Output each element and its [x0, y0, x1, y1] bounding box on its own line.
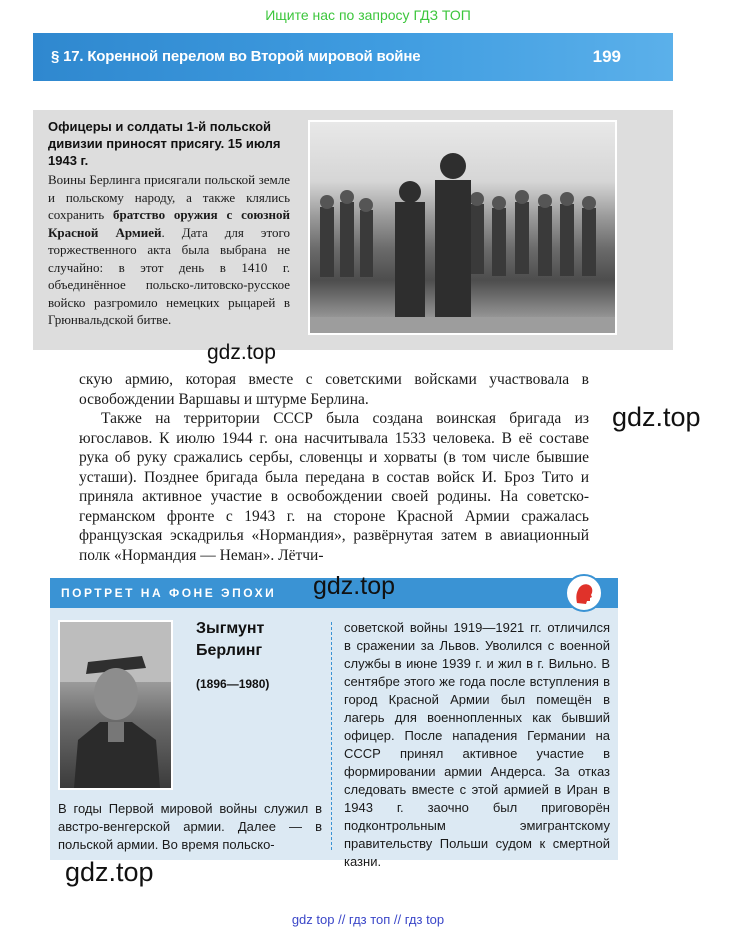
portrait-badge: [565, 574, 603, 612]
oath-photo-figures: [310, 122, 615, 333]
portrait-years: (1896—1980): [196, 677, 270, 691]
page-header: [33, 33, 673, 81]
portrait-head-icon: [567, 576, 601, 610]
oath-photo: [308, 120, 617, 335]
berling-portrait-photo: [58, 620, 173, 790]
portrait-bio-right: советской войны 1919—1921 гг. отличился в сражении за Львов. Уволился с военной службы в июне 1939 г. и жил в г. Вильно. В сентябре этого же года после вступления в город Красной Армии был помещён в лагерь для военнопленных как бывший офицер. После нападения Германии на СССР принял активное участие в формировании армии Андерса. За отказ следовать вместе с этой армией в Иран в 1943 г. заочно был приговорён подконтрольным эмигрантскому правительству Польши судом к смертной казни.: [344, 620, 610, 869]
main-body-text: [79, 370, 589, 565]
watermark: gdz.top: [65, 857, 154, 887]
photo-caption-text: [48, 171, 290, 329]
portrait-bio-left: В годы Первой мировой войны служил в австро-венгерской армии. Далее — в польской армии. Во время польско-: [58, 801, 322, 852]
portrait-first-name: Зыгмунт: [196, 620, 265, 637]
portrait-name: [196, 618, 264, 662]
caption-text-part: Воины Берлинга присягали польской земле и польскому народу, а также клялись сохранить: [48, 172, 290, 222]
portrait-column-divider: [331, 622, 332, 850]
top-search-banner[interactable]: Ищите нас по запросу ГДЗ ТОП: [265, 7, 471, 23]
footer-links[interactable]: gdz top // гдз топ // гдз top: [291, 912, 445, 927]
watermark: gdz.top: [612, 402, 701, 432]
portrait-section-label: ПОРТРЕТ НА ФОНЕ ЭПОХИ: [61, 586, 277, 600]
portrait-last-name: Берлинг: [196, 642, 263, 659]
watermark: gdz.top: [313, 572, 396, 600]
watermark: gdz.top: [207, 341, 276, 364]
caption-text-bold: братство оружия с союзной Красной Армией: [48, 207, 290, 240]
body-paragraph: Также на территории СССР была создана воинская бригада из югославов. К июлю 1944 г. она насчитывала 1533 человека. В её составе рука об руку сражались сербы, словенцы и хорваты (в том числе бывшие усташи). Позднее бригада была передана в состав войск И. Броз Тито и приняла активное участие в освобождении своей родины. На советско-германском фронте с 1943 г. на стороне Красной Армии сражалась французская эскадрилья «Нормандия», развёрнутая затем в авиационный полк «Нормандия — Неман». Лётчи-: [79, 410, 589, 564]
body-paragraph: скую армию, которая вместе с советскими войсками участвовала в освобождении Варшавы и штурме Берлина.: [79, 371, 589, 408]
photo-caption-title: Офицеры и солдаты 1-й польской дивизии приносят присягу. 15 июля 1943 г.: [48, 119, 281, 168]
berling-portrait-figure: [60, 622, 171, 788]
caption-text-part: . Дата для этого торжественного акта была выбрана не случайно: в этот день в 1410 г. объединённое польско-литовско-русское войско разгромило немецких рыцарей в Грюнвальдской битве.: [48, 224, 291, 327]
running-title: § 17. Коренной перелом во Второй мировой войне: [51, 48, 421, 65]
page-number: 199: [592, 47, 621, 66]
